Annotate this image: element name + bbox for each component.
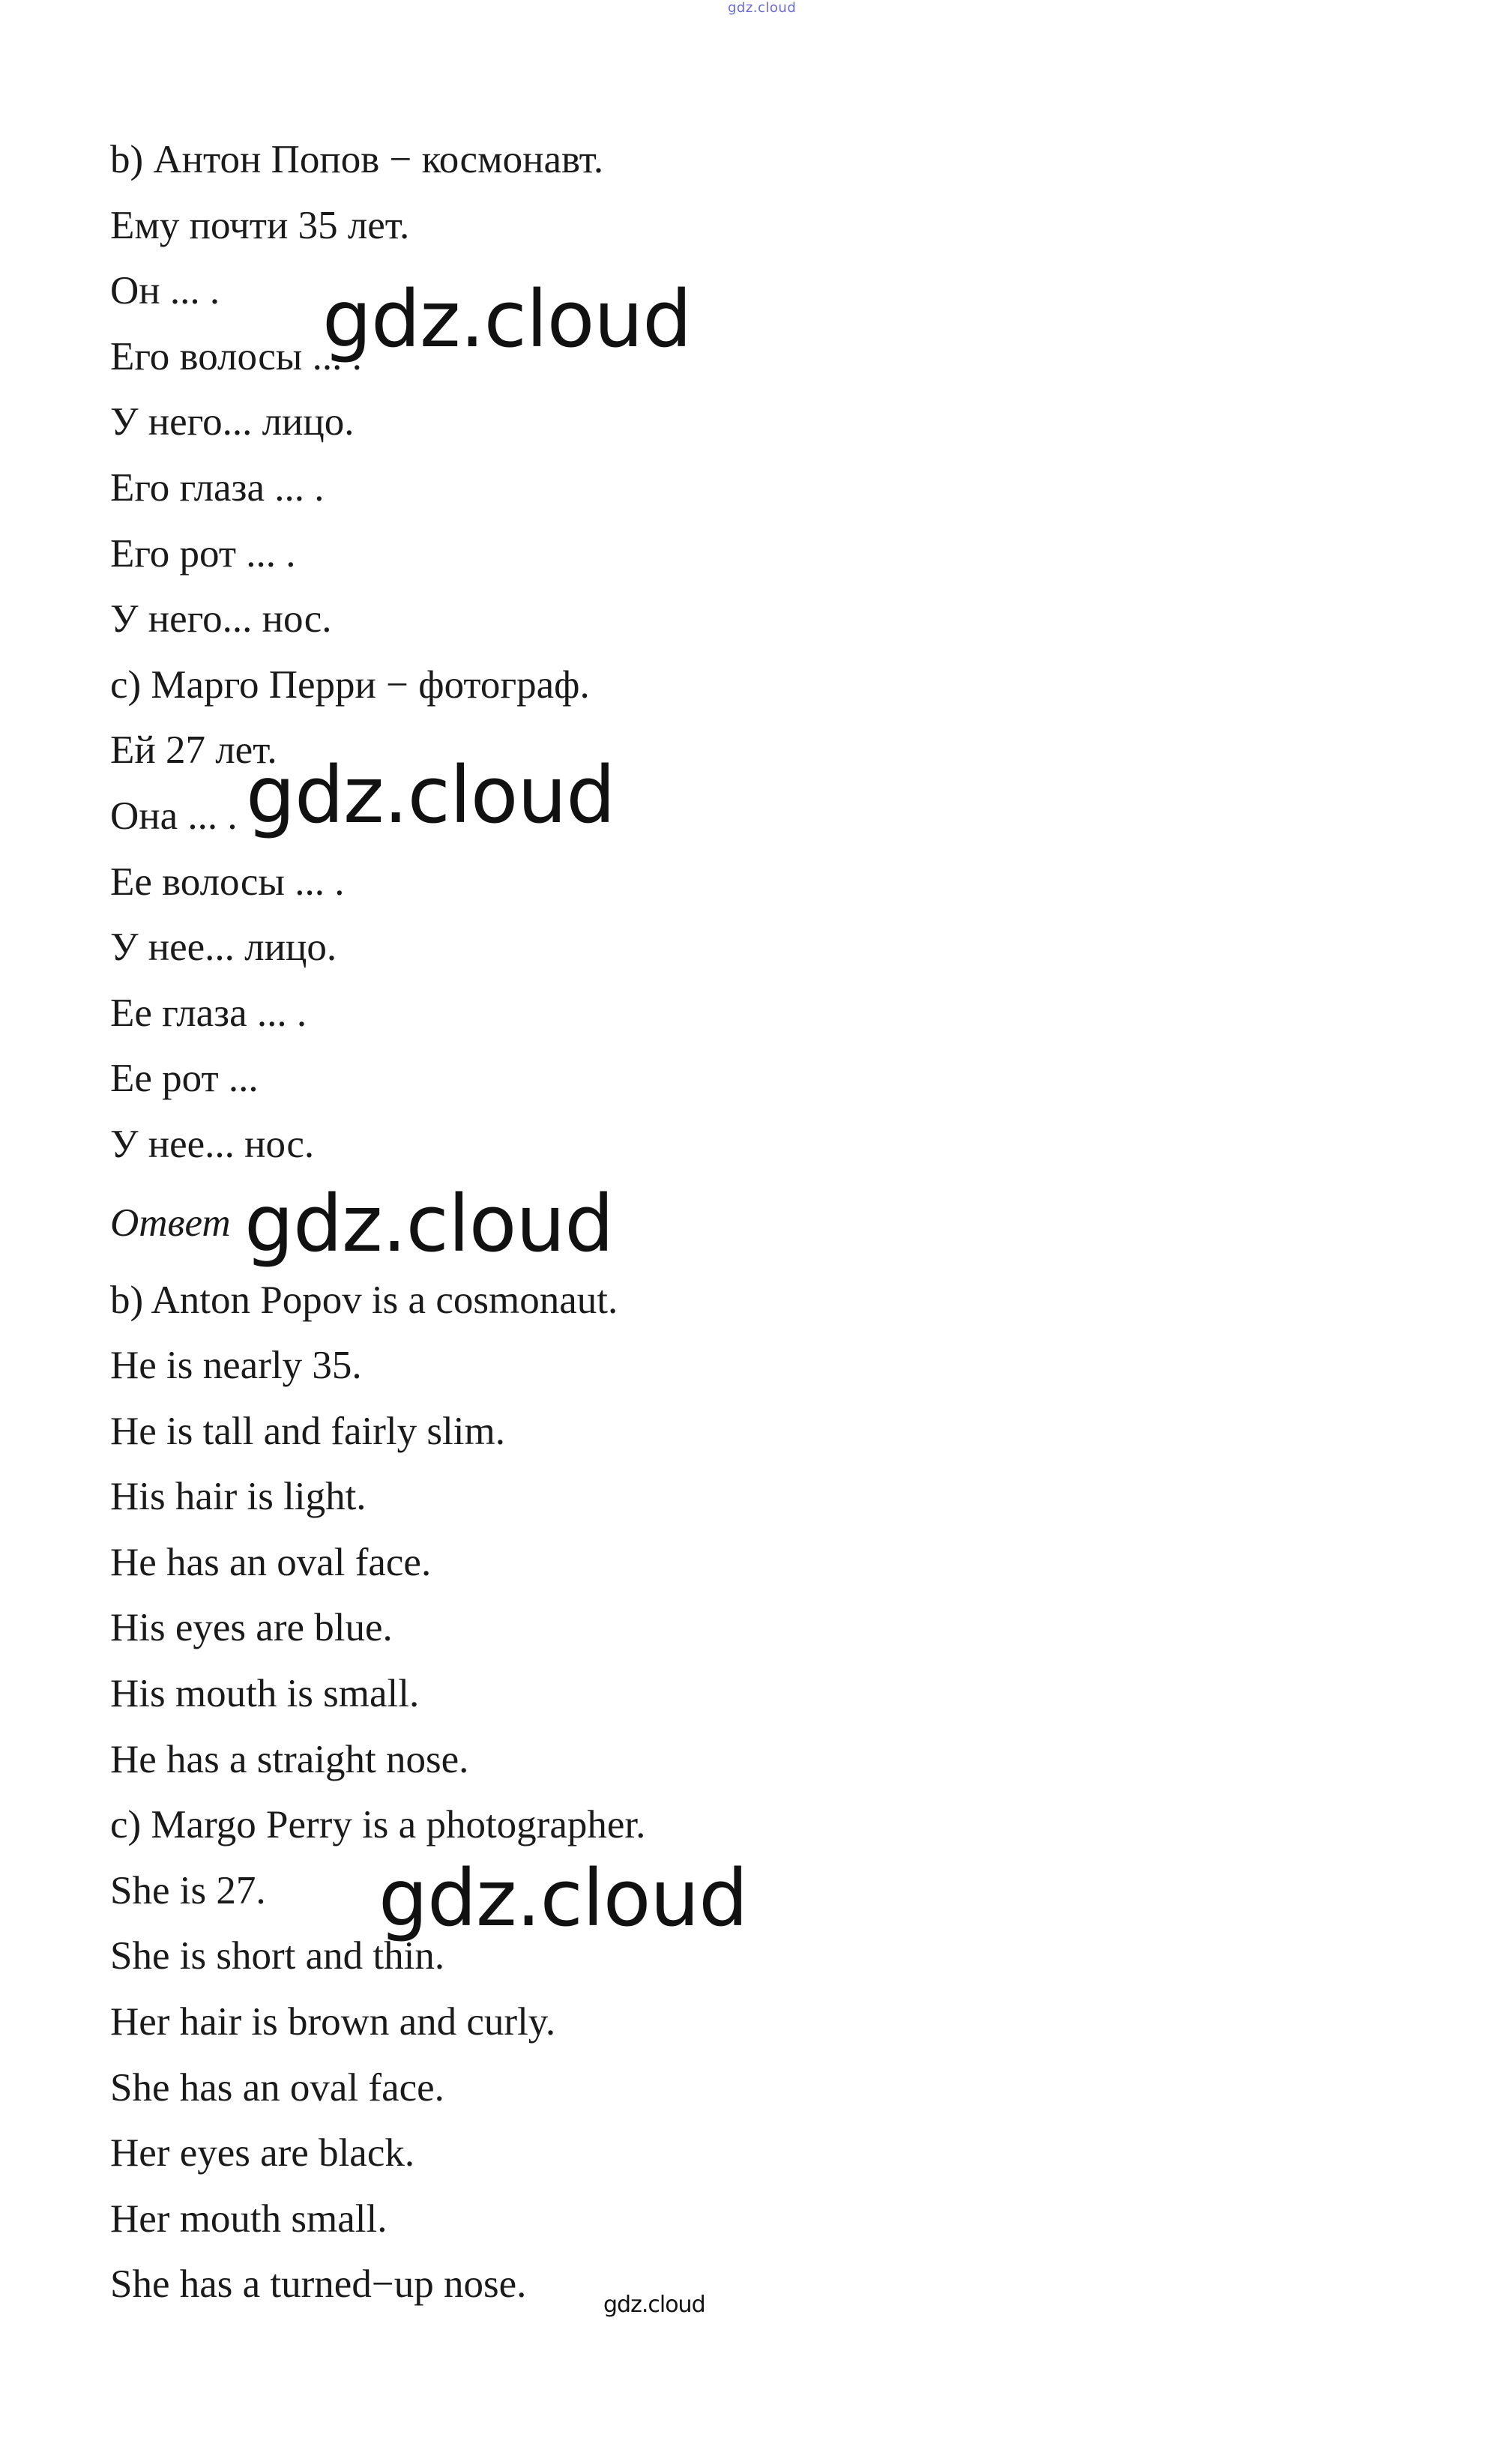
answer-label: Ответ [110,1201,231,1245]
text-line: Her mouth small. [110,2196,387,2241]
text-line: У него... лицо. [110,400,355,444]
text-line: Его рот ... . [110,531,296,576]
text-line: Ее волосы ... . [110,860,345,904]
text-line: His mouth is small. [110,1672,420,1716]
text-line: Его волосы ... . [110,334,362,378]
text-line: Her hair is brown and curly. [110,2000,556,2044]
watermark: gdz.cloud [322,274,692,365]
text-line: His eyes are blue. [110,1606,393,1650]
watermark: gdz.cloud [244,1178,614,1269]
text-line: Ее глаза ... . [110,991,307,1035]
text-line: Ее рот ... [110,1057,259,1101]
text-line: She has a turned−up nose. [110,2262,527,2307]
watermark: gdz.cloud [603,2292,705,2318]
text-line: b) Anton Popov is a cosmonaut. [110,1278,618,1322]
text-line: b) Антон Попов − космонавт. [110,138,604,181]
text-line: Он ... . [110,269,220,313]
text-line: He is nearly 35. [110,1344,362,1388]
text-line: c) Марго Перри − фотограф. [110,662,590,707]
text-line: She is 27. [110,1868,266,1912]
text-line: Его глаза ... . [110,465,325,510]
text-line: He has an oval face. [110,1540,432,1584]
text-line: His hair is light. [110,1475,367,1519]
text-line: c) Margo Perry is a photographer. [110,1803,646,1847]
answer-part-b [110,1268,645,1793]
exercise-part-b [110,127,645,653]
text-line: У него... нос. [110,597,332,641]
site-mark: gdz.cloud [728,0,797,16]
text-line: He is tall and fairly slim. [110,1409,505,1453]
text-line: У нее... лицо. [110,925,337,970]
exercise-part-c [110,653,645,1178]
text-line: She has an oval face. [110,2065,444,2110]
watermark: gdz.cloud [378,1852,748,1944]
text-line: Она ... . [110,794,238,838]
text-line: У нее... нос. [110,1122,315,1166]
text-line: Ему почти 35 лет. [110,203,410,247]
text-line: He has a straight nose. [110,1737,469,1781]
text-line: Her eyes are black. [110,2131,415,2175]
text-line: Ей 27 лет. [110,728,277,773]
text-line: She is short and thin. [110,1934,445,1978]
watermark: gdz.cloud [246,749,615,841]
